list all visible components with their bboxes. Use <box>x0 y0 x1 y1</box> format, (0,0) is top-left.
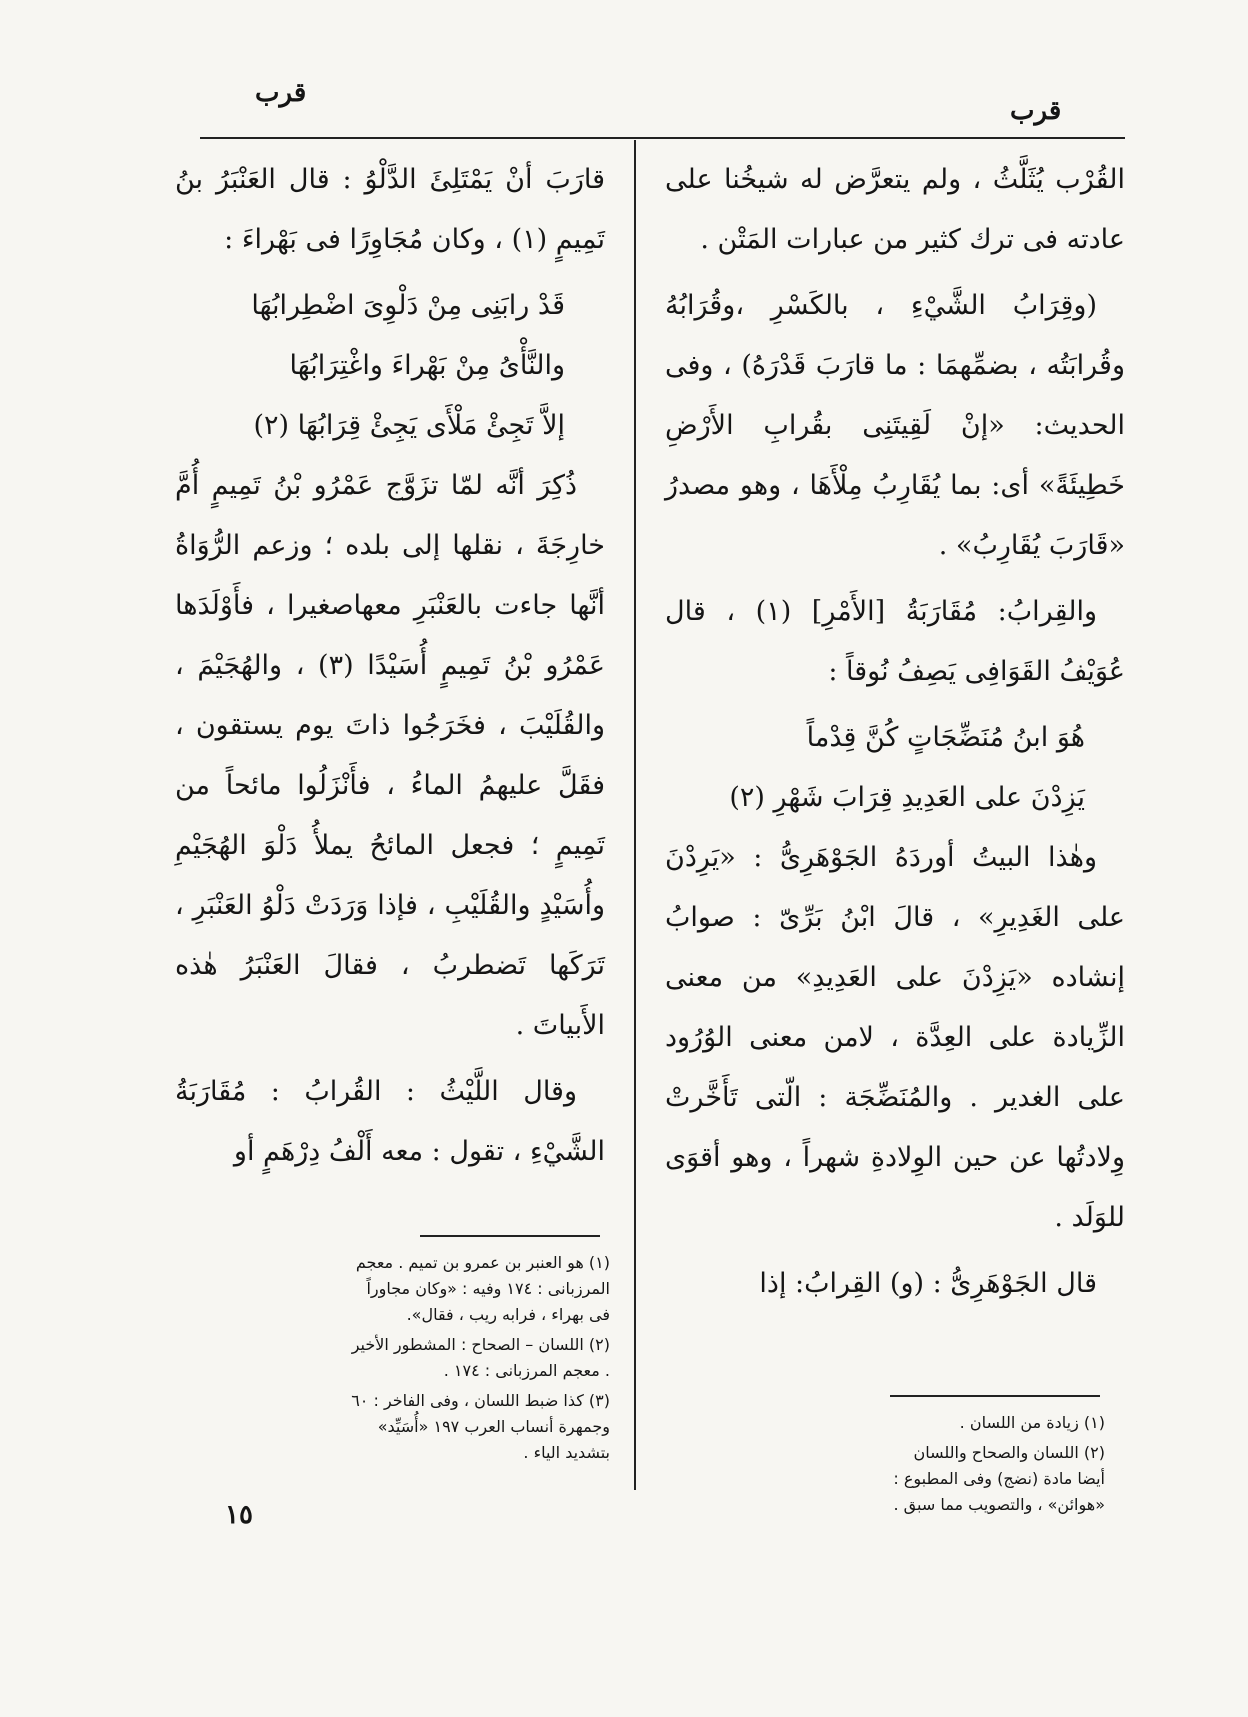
footnote-rule-left <box>420 1235 600 1237</box>
verse-line: يَزِدْنَ على العَدِيدِ قِرَابَ شَهْرِ (٢) <box>729 782 1085 813</box>
paragraph: وقال اللَّيْثُ : القُرابُ : مُقَارَبَةُ الشَّيْءِ ، تقول : معه أَلْفُ دِرْهَمٍ أو <box>175 1076 605 1167</box>
paragraph: والقِرابُ: مُقَارَبَةُ [الأَمْرِ] (١) ، قال عُوَيْفُ القَوَافِى يَصِفُ نُوقاً : <box>665 596 1125 687</box>
footnote: (١) هو العنبر بن عمرو بن تميم . معجم المرزبانى : ١٧٤ وفيه : «وكان مجاوراً فى بهراء ، فرابه ريب ، فقال». <box>355 1253 610 1324</box>
paragraph: (وقِرَابُ الشَّيْءِ ، بالكَسْرِ ،وقُرَابُهُ وقُرابَتُه ، بضمِّهمَا : ما قارَبَ قَدْرَهُ) ، وفى الحديث: «إنْ لَقِيتَنِى بقُرابِ الأَرْضِ خَطِيئَةً» أى: بما يُقَارِبُ مِلْأَهَا ، وهو مصدرُ «قَارَبَ يُقَارِبُ» . <box>665 290 1125 561</box>
paragraph: قارَبَ أنْ يَمْتَلِئَ الدَّلْوُ : قال العَنْبَرُ بنُ تَمِيمٍ (١) ، وكان مُجَاوِرًا فى بَهْراءَ : <box>175 164 605 255</box>
running-header-left: قرب <box>255 78 307 108</box>
footnotes-right <box>890 1410 1105 1522</box>
left-column <box>175 150 605 1188</box>
verse-line: هُوَ ابنُ مُنَضِّجَاتٍ كُنَّ قِدْماً <box>806 722 1085 753</box>
footnote: (٢) اللسان – الصحاح : المشطور الأخير . معجم المرزبانى : ١٧٤ . <box>351 1335 610 1380</box>
paragraph: قال الجَوْهَرِىُّ : (و) القِرابُ: إذا <box>759 1268 1097 1299</box>
footnote: (٣) كذا ضبط اللسان ، وفى الفاخر : ٦٠ وجمهرة أنساب العرب ١٩٧ «أُسَيِّد» بتشديد الياء . <box>351 1391 610 1462</box>
running-header-right: قرب <box>1010 96 1062 126</box>
footnote: (١) زيادة من اللسان . <box>959 1413 1105 1432</box>
footnote-rule-right <box>890 1395 1100 1397</box>
verse-line: إلاَّ تَجِئْ مَلْأَى يَجِئْ قِرَابُهَا (٢) <box>253 410 565 441</box>
footnotes-left <box>350 1250 610 1470</box>
paragraph: ذُكِرَ أنَّه لمّا تزَوَّج عَمْرُو بْنُ تَمِيمٍ أُمَّ خارِجَةَ ، نقلها إلى بلده ؛ وزعم الرُّوَاةُ أنَّها جاءت بالعَنْبَرِ معهاصغيرا ، فأَوْلَدَها عَمْرُو بْنُ تَمِيمٍ أُسَيْدًا (٣) ، والهُجَيْمَ ، والقُلَيْبَ ، فخَرَجُوا ذاتَ يوم يستقون ، فقَلَّ عليهمُ الماءُ ، فأَنْزَلُوا مائحاً من تَمِيمٍ ؛ فجعل المائحُ يملأُ دَلْوَ الهُجَيْمِ وأُسَيْدٍ والقُلَيْبِ ، فإذا وَرَدَتْ دَلْوُ العَنْبَرِ ، تَرَكَها تَضطربُ ، فقالَ العَنْبَرُ هٰذه الأَبياتَ . <box>175 470 606 1041</box>
footnote: (٢) اللسان والصحاح واللسان أيضا مادة (نضج) وفى المطبوع : «هوائن» ، والتصويب مما سبق . <box>893 1443 1105 1514</box>
paragraph: القُرْب يُثَلَّثُ ، ولم يتعرَّض له شيخُنا على عادته فى ترك كثير من عبارات المَتْن . <box>665 164 1125 255</box>
verse-line: قَدْ رابَنِى مِنْ دَلْوِىَ اضْطِرابُهَا <box>251 290 565 321</box>
right-column <box>665 150 1125 1320</box>
header-rule <box>200 137 1125 139</box>
paragraph: وهٰذا البيتُ أوردَهُ الجَوْهَرِىُّ : «يَرِدْنَ على الغَدِيرِ» ، قالَ ابْنُ بَرِّىّ : صوابُ إنشاده «يَزِدْنَ على العَدِيدِ» من معنى الزِّيادة على العِدَّة ، لامن معنى الوُرُود على الغدير . والمُنَضِّجَة : الّتى تَأَخَّرتْ وِلادتُها عن حين الوِلادةِ شهراً ، وهو أقوَى للوَلَد . <box>665 842 1125 1233</box>
page-number: ١٥ <box>225 1500 253 1530</box>
verse-line: والنَّأْىُ مِنْ بَهْراءَ واغْتِرَابُهَا <box>289 350 565 381</box>
column-divider <box>634 140 636 1490</box>
